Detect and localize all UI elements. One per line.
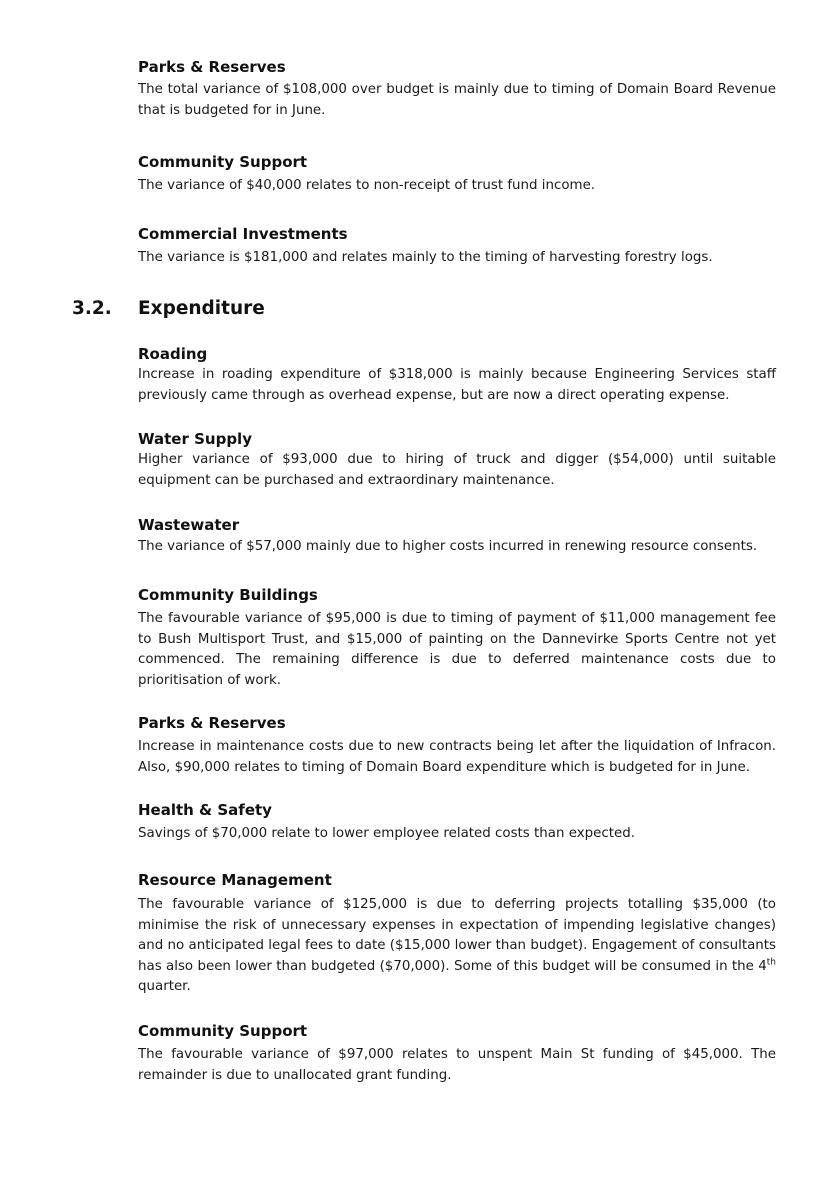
section-community-support-revenue bbox=[138, 152, 776, 197]
section-paragraph: The total variance of $108,000 over budget is mainly due to timing of Domain Board Revenue that is budgeted for in June. bbox=[138, 82, 776, 118]
section-community-support-expenditure bbox=[138, 1021, 776, 1086]
section-heading: Health & Safety bbox=[138, 801, 272, 819]
section-community-buildings bbox=[138, 585, 776, 691]
section-resource-management bbox=[138, 870, 776, 998]
section-paragraph: The favourable variance of $95,000 is due to timing of payment of $11,000 management fee to Bush Multisport Trust, and $15,000 of painting on the Dannevirke Sports Centre not yet commenced. The remaining difference is due to deferred maintenance costs due to prioritisation of work. bbox=[138, 611, 776, 688]
section-title: Expenditure bbox=[138, 298, 265, 319]
section-paragraph: Increase in maintenance costs due to new contracts being let after the liquidation of Infracon. Also, $90,000 relates to timing of Domain Board expenditure which is budgeted for in June. bbox=[138, 739, 776, 775]
section-commercial-investments bbox=[138, 224, 776, 269]
paragraph-text: The favourable variance of $125,000 is due to deferring projects totalling $35,000 (to minimise the risk of unnecessary expenses in expectation of impending legislative changes) and no anticipated legal fees to date ($15,000 lower than budget). Engagement of consultants has also been lower than budgeted ($70,000). Some of this budget will be consumed in the 4 bbox=[138, 897, 776, 974]
section-heading: Community Support bbox=[138, 1022, 308, 1040]
section-roading bbox=[138, 344, 776, 406]
section-water-supply bbox=[138, 429, 776, 491]
section-paragraph: Savings of $70,000 relate to lower employee related costs than expected. bbox=[138, 826, 635, 841]
section-heading: Community Buildings bbox=[138, 586, 318, 604]
section-paragraph: The variance of $57,000 mainly due to higher costs incurred in renewing resource consents. bbox=[138, 539, 758, 554]
section-paragraph: The favourable variance of $97,000 relates to unspent Main St funding of $45,000. The remainder is due to unallocated grant funding. bbox=[138, 1047, 776, 1083]
section-paragraph: Increase in roading expenditure of $318,000 is mainly because Engineering Services staff previously came through as overhead expense, but are now a direct operating expense. bbox=[138, 367, 776, 403]
section-wastewater bbox=[138, 515, 776, 558]
section-heading: Resource Management bbox=[138, 871, 332, 889]
section-paragraph: Higher variance of $93,000 due to hiring of truck and digger ($54,000) until suitable equipment can be purchased and extraordinary maintenance. bbox=[138, 452, 776, 488]
section-heading: Parks & Reserves bbox=[138, 58, 286, 76]
section-number: 3.2. bbox=[72, 298, 112, 319]
section-paragraph bbox=[138, 895, 776, 998]
section-parks-reserves-expenditure bbox=[138, 713, 776, 778]
section-health-safety bbox=[138, 800, 776, 845]
section-paragraph: The variance of $40,000 relates to non-receipt of trust fund income. bbox=[138, 178, 596, 193]
ordinal-superscript: th bbox=[766, 957, 776, 968]
paragraph-text-end: quarter. bbox=[138, 979, 191, 994]
section-parks-reserves-revenue bbox=[138, 57, 776, 121]
section-heading: Community Support bbox=[138, 153, 308, 171]
section-heading: Commercial Investments bbox=[138, 225, 348, 243]
section-heading: Water Supply bbox=[138, 430, 252, 448]
section-heading: Parks & Reserves bbox=[138, 714, 286, 732]
section-heading: Roading bbox=[138, 345, 208, 363]
section-heading: Wastewater bbox=[138, 516, 240, 534]
section-paragraph: The variance is $181,000 and relates mainly to the timing of harvesting forestry logs. bbox=[138, 250, 713, 265]
